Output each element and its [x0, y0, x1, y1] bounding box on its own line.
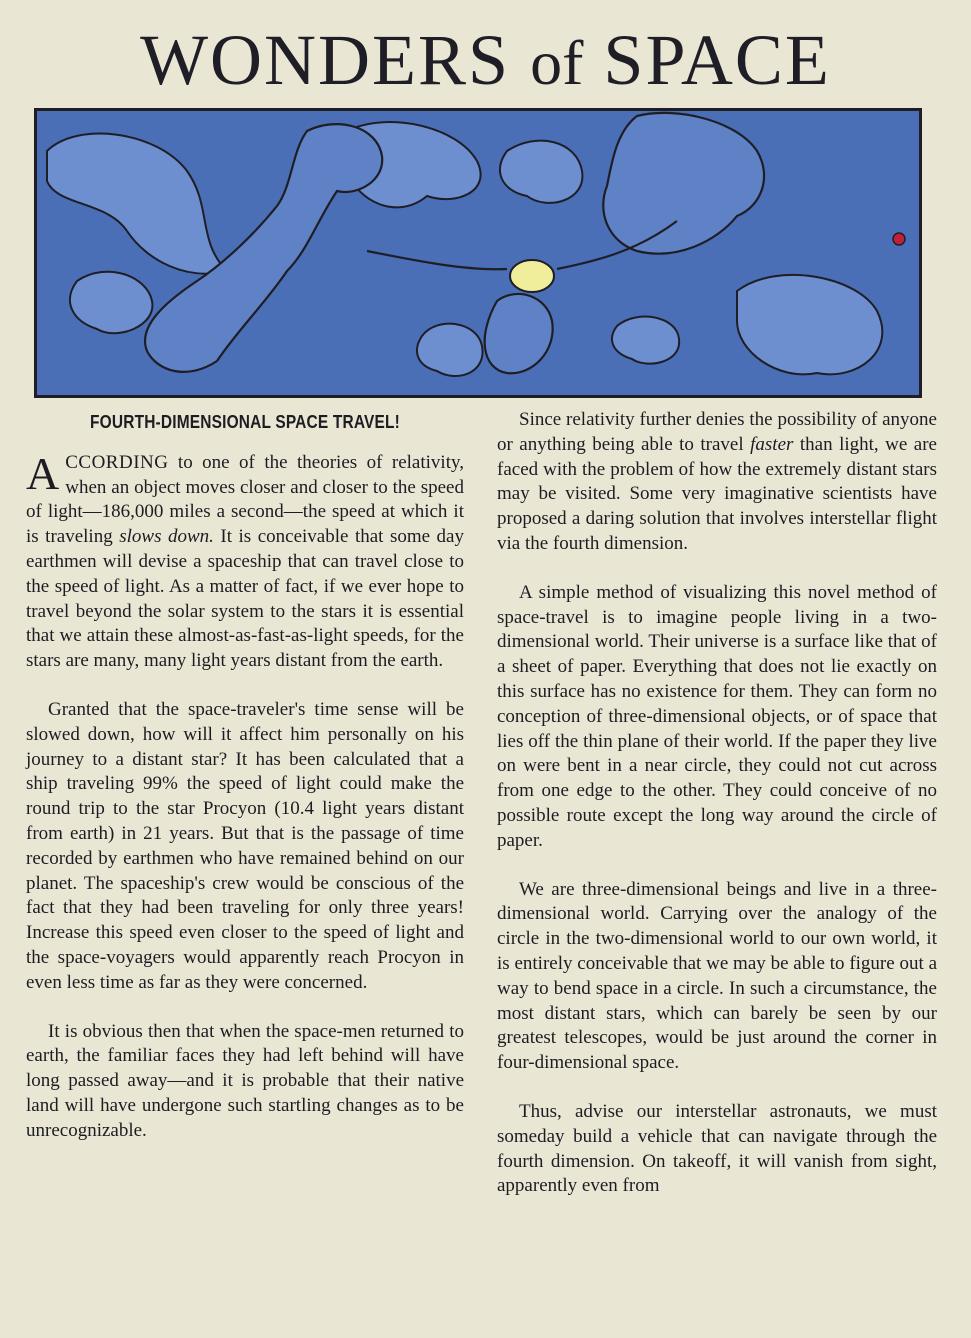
title-of: of	[530, 27, 584, 98]
opening-word: CCORDING	[65, 451, 169, 473]
paragraph-1-text-a: to one of the theories of relativity, when an object moves closer and closer to the speed of light—186,000 miles a second—the speed at which it is traveling	[26, 451, 464, 548]
drop-cap: A	[26, 447, 60, 499]
paragraph-6: We are three-dimensional beings and live in a three-dimensional world. Carrying over the analogy of the circle in the two-dimensional world to our own world, it is entirely conceivable that we may be able to figure out a way to bend space in a circle. In such a circumstance, the most distant stars, which can barely be seen by our greatest telescopes, would be just around the corner in four-dimensional space.	[497, 878, 937, 1074]
paragraph-2: Granted that the space-traveler's time sense will be slowed down, how will it affect him personally on his journey to a distant star? It has been calculated that a ship traveling 99% the speed of light could make the round trip to the star Procyon (10.4 light years distant from earth) in 21 years. But that is the passage of time recorded by earthmen who have remained behind on our planet. The spaceship's crew would be conscious of the fact that they had been traveling for only three years! Increase this speed even closer to the speed of light and the space-voyagers would apparently reach Procyon in even less time as far as they were concerned.	[26, 698, 464, 993]
right-column	[497, 408, 937, 1199]
paragraph-4-emphasis: faster	[750, 433, 794, 455]
paragraph-5: A simple method of visualizing this novel method of space-travel is to imagine people living in a two-dimensional world. Their universe is a surface like that of a sheet of paper. Everything that does not lie exactly on this surface has no existence for them. They can form no conception of three-dimensional objects, or of space that lies off the thin plane of their world. If the paper they live on were bent in a near circle, they could not cut across from one edge to the other. They could conceive of no possible route except the long way around the circle of paper.	[497, 581, 937, 851]
left-column	[26, 408, 464, 1144]
paragraph-1	[26, 447, 464, 674]
paragraph-7: Thus, advise our interstellar astronauts, we must someday build a vehicle that can navigate through the fourth dimension. On takeoff, it will vanish from sight, apparently even from	[497, 1100, 937, 1197]
paragraph-4	[497, 408, 937, 557]
paragraph-3: It is obvious then that when the space-men returned to earth, the familiar faces they had left behind will have long passed away—and it is probable that their native land will have undergone such startling changes as to be unrecognizable.	[26, 1020, 464, 1141]
article-heading: FOURTH-DIMENSIONAL SPACE TRAVEL!	[90, 412, 400, 432]
paragraph-1-emphasis: slows down.	[119, 526, 214, 548]
page-title	[0, 18, 971, 105]
glowing-orb	[510, 260, 554, 292]
floating-figures-illustration	[37, 111, 919, 395]
paragraph-4-text-a: Since relativity further denies the possibility of anyone or anything being able to travel	[497, 409, 937, 455]
red-gem	[893, 233, 905, 245]
paragraph-4-text-b: than light, we are faced with the problem of how the extremely distant stars may be visited. Some very imaginative scientists have proposed a daring solution that involves interstellar flight via the fourth dimension.	[497, 433, 937, 554]
title-space: SPACE	[603, 20, 831, 100]
paragraph-1-text-b: It is conceivable that some day earthmen will devise a spaceship that can travel close to the speed of light. As a matter of fact, if we ever hope to travel beyond the solar system to the stars it is essential that we attain these almost-as-fast-as-light speeds, for the stars are many, many light years distant from the earth.	[26, 526, 464, 672]
title-wonders: WONDERS	[140, 20, 511, 100]
illustration-panel	[34, 108, 922, 398]
